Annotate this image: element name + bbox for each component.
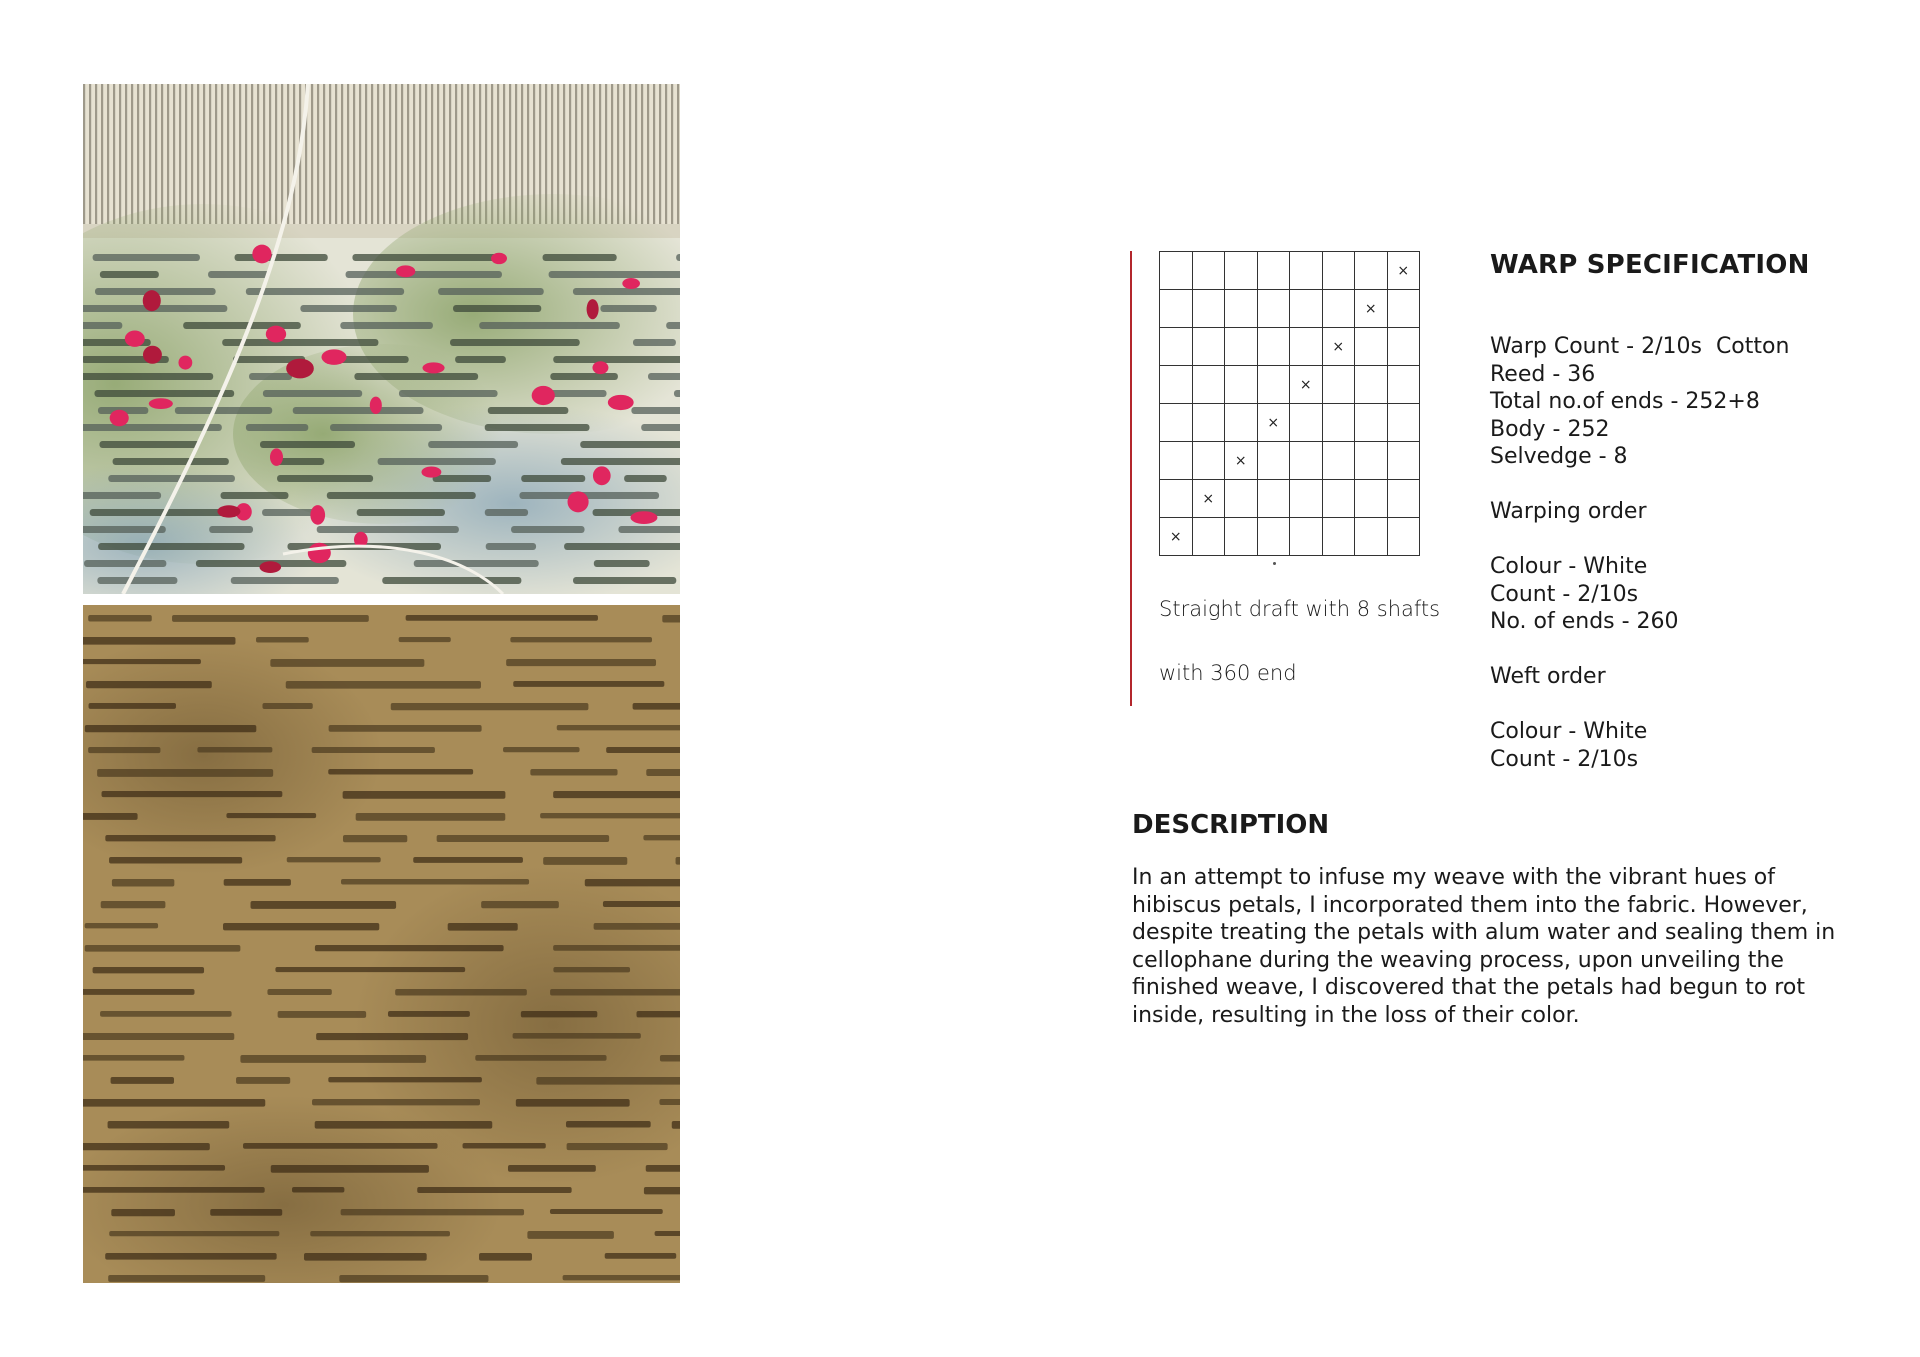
draft-grid-cell: × — [1322, 328, 1355, 366]
draft-grid-cell — [1355, 404, 1388, 442]
warp-specification-title: WARP SPECIFICATION — [1490, 250, 1810, 280]
draft-grid-cell — [1225, 480, 1258, 518]
draft-grid-cell — [1322, 518, 1355, 556]
warp-spec-spacer — [1490, 691, 1789, 719]
draft-grid-cell — [1257, 252, 1290, 290]
draft-grid-cell: × — [1192, 480, 1225, 518]
draft-grid-cell — [1355, 252, 1388, 290]
draft-grid-row — [1160, 366, 1420, 404]
draft-grid-cell: × — [1160, 518, 1193, 556]
draft-grid-cell — [1192, 442, 1225, 480]
draft-grid-cell: × — [1355, 290, 1388, 328]
draft-grid-row — [1160, 328, 1420, 366]
draft-grid-row — [1160, 442, 1420, 480]
draft-grid-cell — [1257, 290, 1290, 328]
draft-grid-cell — [1192, 290, 1225, 328]
warp-spec-line: Warp Count - 2/10s Cotton — [1490, 334, 1790, 359]
draft-accent-rule — [1130, 251, 1132, 706]
draft-grid-cell — [1160, 366, 1193, 404]
draft-grid-cell — [1192, 328, 1225, 366]
draft-grid-cell — [1322, 480, 1355, 518]
draft-grid-cell — [1387, 366, 1420, 404]
draft-caption-line-2: with 360 end — [1159, 661, 1297, 685]
draft-grid-cell — [1192, 366, 1225, 404]
draft-grid-cell — [1322, 252, 1355, 290]
draft-grid-cell — [1290, 480, 1323, 518]
warp-spec-line: Count - 2/10s — [1490, 746, 1639, 772]
warp-spec-line: No. of ends - 260 — [1490, 609, 1679, 634]
draft-grid-cell — [1192, 252, 1225, 290]
draft-grid-cell — [1160, 328, 1193, 366]
draft-grid-cell — [1225, 328, 1258, 366]
draft-grid-cell — [1225, 366, 1258, 404]
draft-grid-cell — [1355, 480, 1388, 518]
warp-specification-list — [1490, 333, 1789, 773]
finished-weave-picture — [83, 605, 680, 1283]
draft-grid-cell — [1192, 404, 1225, 442]
draft-grid-cell — [1257, 518, 1290, 556]
warp-spec-spacer — [1490, 526, 1789, 554]
draft-grid-cell: × — [1225, 442, 1258, 480]
warp-spec-line: Colour - White — [1490, 554, 1648, 579]
draft-grid-cell — [1290, 442, 1323, 480]
draft-grid-cell — [1290, 328, 1323, 366]
draft-grid-cell — [1192, 518, 1225, 556]
draft-grid-cell — [1257, 442, 1290, 480]
draft-grid-cell — [1322, 290, 1355, 328]
draft-grid-cell — [1355, 518, 1388, 556]
loom-petal-weave-image — [83, 84, 680, 594]
warp-spec-line: Reed - 36 — [1490, 361, 1596, 387]
loom-petal-weave-picture — [83, 84, 680, 594]
draft-grid-cell — [1387, 404, 1420, 442]
draft-grid-cell — [1290, 252, 1323, 290]
draft-grid-cell — [1355, 442, 1388, 480]
draft-grid-cell — [1322, 404, 1355, 442]
description-text: In an attempt to infuse my weave with the vibrant hues of hibiscus petals, I incorporated them into the fabric. However, despite treating the petals with alum water and sealing them in cellophane during the weaving process, upon unveiling the finished weave, I discovered that the petals had begun to rot inside, resulting in the loss of their color. — [1132, 865, 1836, 1028]
description-title: DESCRIPTION — [1132, 810, 1330, 840]
warp-spec-line: Weft order — [1490, 664, 1606, 689]
draft-grid-cell — [1387, 518, 1420, 556]
draft-grid-cell — [1257, 480, 1290, 518]
draft-grid-cell: × — [1387, 252, 1420, 290]
draft-caption-line-1: Straight draft with 8 shafts — [1159, 597, 1441, 621]
draft-grid-cell — [1355, 328, 1388, 366]
warp-spec-line: Colour - White — [1490, 719, 1648, 744]
draft-grid-cell — [1160, 252, 1193, 290]
draft-grid-cell — [1290, 518, 1323, 556]
warp-spec-spacer — [1490, 471, 1789, 499]
draft-grid-row — [1160, 480, 1420, 518]
warp-spec-spacer — [1490, 636, 1789, 664]
draft-grid-row — [1160, 252, 1420, 290]
draft-grid-row — [1160, 518, 1420, 556]
warp-spec-line: Body - 252 — [1490, 416, 1610, 442]
warp-spec-line: Count - 2/10s — [1490, 581, 1639, 607]
draft-grid-cell — [1387, 480, 1420, 518]
grid-dot — [1273, 562, 1276, 565]
draft-grid-cell — [1257, 328, 1290, 366]
warp-spec-line: Warping order — [1490, 499, 1647, 524]
draft-grid-cell — [1225, 404, 1258, 442]
draft-grid-cell — [1387, 442, 1420, 480]
draft-grid-cell — [1160, 290, 1193, 328]
draft-grid-cell — [1257, 366, 1290, 404]
finished-weave-image — [83, 605, 680, 1283]
draft-grid-table — [1159, 251, 1420, 556]
draft-grid-cell — [1387, 290, 1420, 328]
warp-spec-line: Total no.of ends - 252+8 — [1490, 389, 1760, 414]
draft-grid-cell: × — [1257, 404, 1290, 442]
draft-grid-row — [1160, 404, 1420, 442]
draft-grid-cell — [1290, 404, 1323, 442]
draft-grid-cell — [1290, 290, 1323, 328]
draft-grid-cell — [1225, 290, 1258, 328]
draft-grid-cell — [1160, 442, 1193, 480]
draft-grid-cell — [1355, 366, 1388, 404]
draft-grid-cell — [1225, 252, 1258, 290]
draft-grid-cell — [1322, 442, 1355, 480]
warp-spec-line: Selvedge - 8 — [1490, 444, 1628, 469]
draft-grid-row — [1160, 290, 1420, 328]
draft-grid — [1159, 251, 1420, 556]
draft-grid-cell: × — [1290, 366, 1323, 404]
draft-grid-cell — [1160, 404, 1193, 442]
draft-grid-cell — [1322, 366, 1355, 404]
draft-grid-cell — [1160, 480, 1193, 518]
draft-grid-cell — [1387, 328, 1420, 366]
draft-grid-cell — [1225, 518, 1258, 556]
